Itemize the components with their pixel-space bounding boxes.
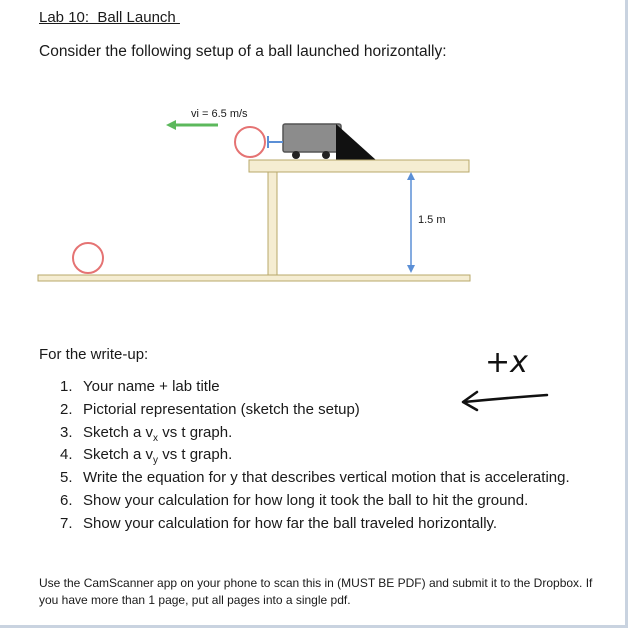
cart-wheel-left (292, 151, 300, 159)
table-leg (268, 172, 277, 275)
list-item: 4. Sketch a $v_y$ vs t graph. (60, 446, 233, 467)
list-item: 6. Show your calculation for how long it took the ball to hit the ground. (60, 491, 529, 509)
launch-ramp (336, 124, 376, 160)
launch-diagram (36, 100, 476, 285)
list-item: 1. Your name + lab title (60, 378, 220, 395)
footer-instructions: Use the CamScanner app on your phone to scan this in (MUST BE PDF) and submit it to the Dropbox. If you have more than 1 page, put all pages into a single pdf. (39, 576, 593, 607)
height-label: 1.5 m (418, 214, 446, 226)
velocity-label: vi = 6.5 m/s (191, 108, 248, 120)
height-arrowhead-bottom (407, 265, 415, 273)
cart-wheel-right (322, 151, 330, 159)
height-arrowhead-top (407, 172, 415, 180)
table-top (249, 160, 469, 172)
list-item: 2. Pictorial representation (sketch the setup) (60, 400, 360, 418)
handwritten-plus-x (455, 340, 555, 415)
intro-text: Consider the following setup of a ball launched horizontally: (39, 43, 447, 60)
cart-body (283, 124, 341, 152)
list-item: 3. Sketch a $v_x$ vs t graph. (60, 423, 233, 444)
ball-launch (235, 127, 265, 157)
page-title: Lab 10: Ball Launch (39, 9, 180, 26)
list-item: 5. Write the equation for y that describes vertical motion that is accelerating. (60, 469, 570, 487)
handwritten-arrow-shaft (464, 395, 547, 402)
handwritten-label: +x (485, 345, 528, 380)
ball-landed (73, 243, 103, 273)
velocity-arrowhead (166, 120, 176, 130)
ground (38, 275, 470, 281)
writeup-heading: For the write-up: (39, 346, 149, 363)
list-item: 7. Show your calculation for how far the ball traveled horizontally. (60, 514, 498, 532)
